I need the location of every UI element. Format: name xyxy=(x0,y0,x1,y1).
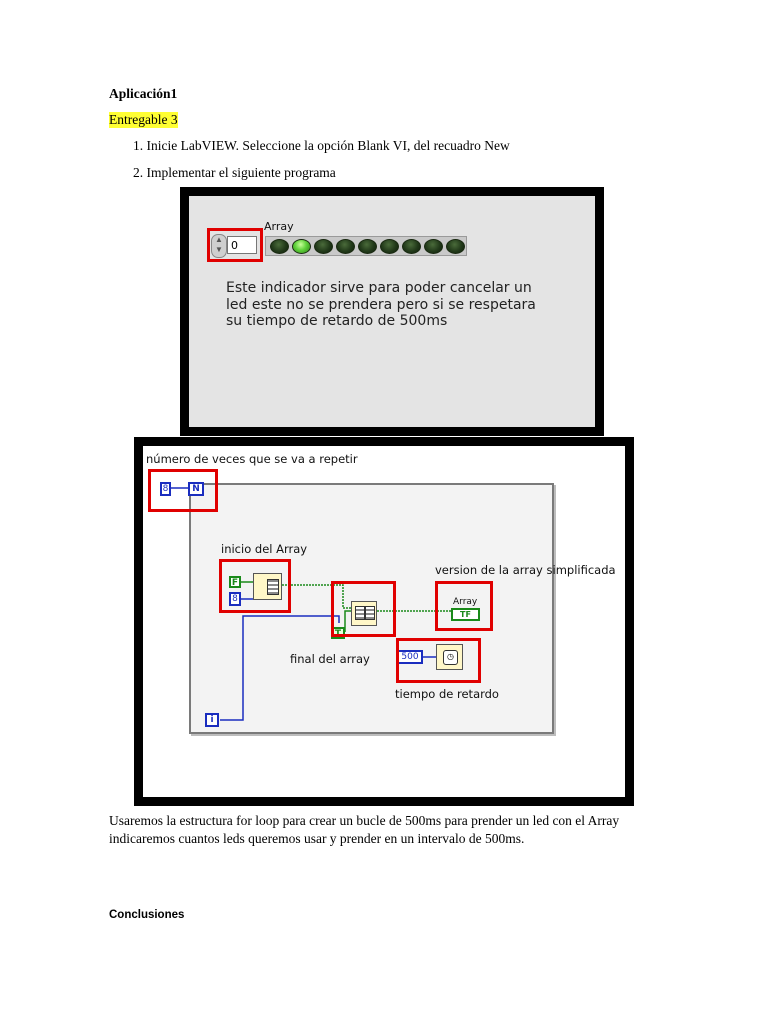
front-panel-canvas xyxy=(189,196,595,427)
step-1: 1. Inicie LabVIEW. Seleccione la opción Blank VI, del recuadro New xyxy=(133,138,510,153)
indicator-highlight-box xyxy=(435,581,493,631)
led-indicator[interactable] xyxy=(446,239,465,254)
led-indicator[interactable] xyxy=(270,239,289,254)
led-indicator[interactable] xyxy=(292,239,311,254)
note-line-1: Este indicador sirve para poder cancelar un xyxy=(226,280,532,296)
label-simplified: version de la array simplificada xyxy=(435,563,616,577)
label-delay: tiempo de retardo xyxy=(395,687,499,701)
array-indicator-label: Array xyxy=(453,597,478,607)
true-constant[interactable]: T xyxy=(331,627,345,639)
led-indicator[interactable] xyxy=(314,239,333,254)
start-highlight-box xyxy=(219,559,291,613)
const-8-mid[interactable]: 8 xyxy=(229,592,241,606)
led-array-strip xyxy=(265,236,467,256)
label-end: final del array xyxy=(290,652,370,666)
index-increment-decrement[interactable]: ▲ ▼ xyxy=(211,234,227,258)
led-indicator[interactable] xyxy=(402,239,421,254)
array-indicator[interactable]: TF xyxy=(451,608,480,621)
led-indicator[interactable] xyxy=(358,239,377,254)
front-panel-figure xyxy=(180,187,604,436)
loop-count-terminal[interactable]: N xyxy=(188,482,204,496)
iteration-terminal: i xyxy=(205,713,219,727)
paragraph-line-2: indicaremos cuantos leds queremos usar y prender en un intervalo de 500ms. xyxy=(109,831,525,846)
label-repeat: número de veces que se va a repetir xyxy=(146,452,358,466)
block-diagram-figure xyxy=(134,437,634,806)
note-line-2: led este no se prendera pero si se respetara xyxy=(226,297,536,313)
label-start: inicio del Array xyxy=(221,542,308,556)
conclusions-heading: Conclusiones xyxy=(109,909,185,921)
highlighted-label: Entregable 3 xyxy=(109,112,178,127)
const-500[interactable]: 500 xyxy=(397,650,423,664)
false-constant[interactable]: F xyxy=(229,576,241,588)
step-2: 2. Implementar el siguiente programa xyxy=(133,165,336,180)
paragraph-line-1: Usaremos la estructura for loop para crear un bucle de 500ms para prender un led con el Array xyxy=(109,813,620,828)
block-diagram-canvas xyxy=(143,446,625,797)
index-highlight-box xyxy=(207,228,263,262)
led-indicator[interactable] xyxy=(336,239,355,254)
count-highlight-box xyxy=(148,469,218,512)
document-heading: Aplicación1 xyxy=(109,86,178,101)
end-highlight-box xyxy=(331,581,396,637)
const-8-top[interactable]: 8 xyxy=(160,482,171,496)
array-label: Array xyxy=(264,220,294,233)
clock-icon: ◷ xyxy=(443,650,458,665)
led-indicator[interactable] xyxy=(380,239,399,254)
index-display[interactable]: 0 xyxy=(227,236,257,254)
led-indicator[interactable] xyxy=(424,239,443,254)
delay-highlight-box xyxy=(396,638,481,683)
note-line-3: su tiempo de retardo de 500ms xyxy=(226,313,448,329)
